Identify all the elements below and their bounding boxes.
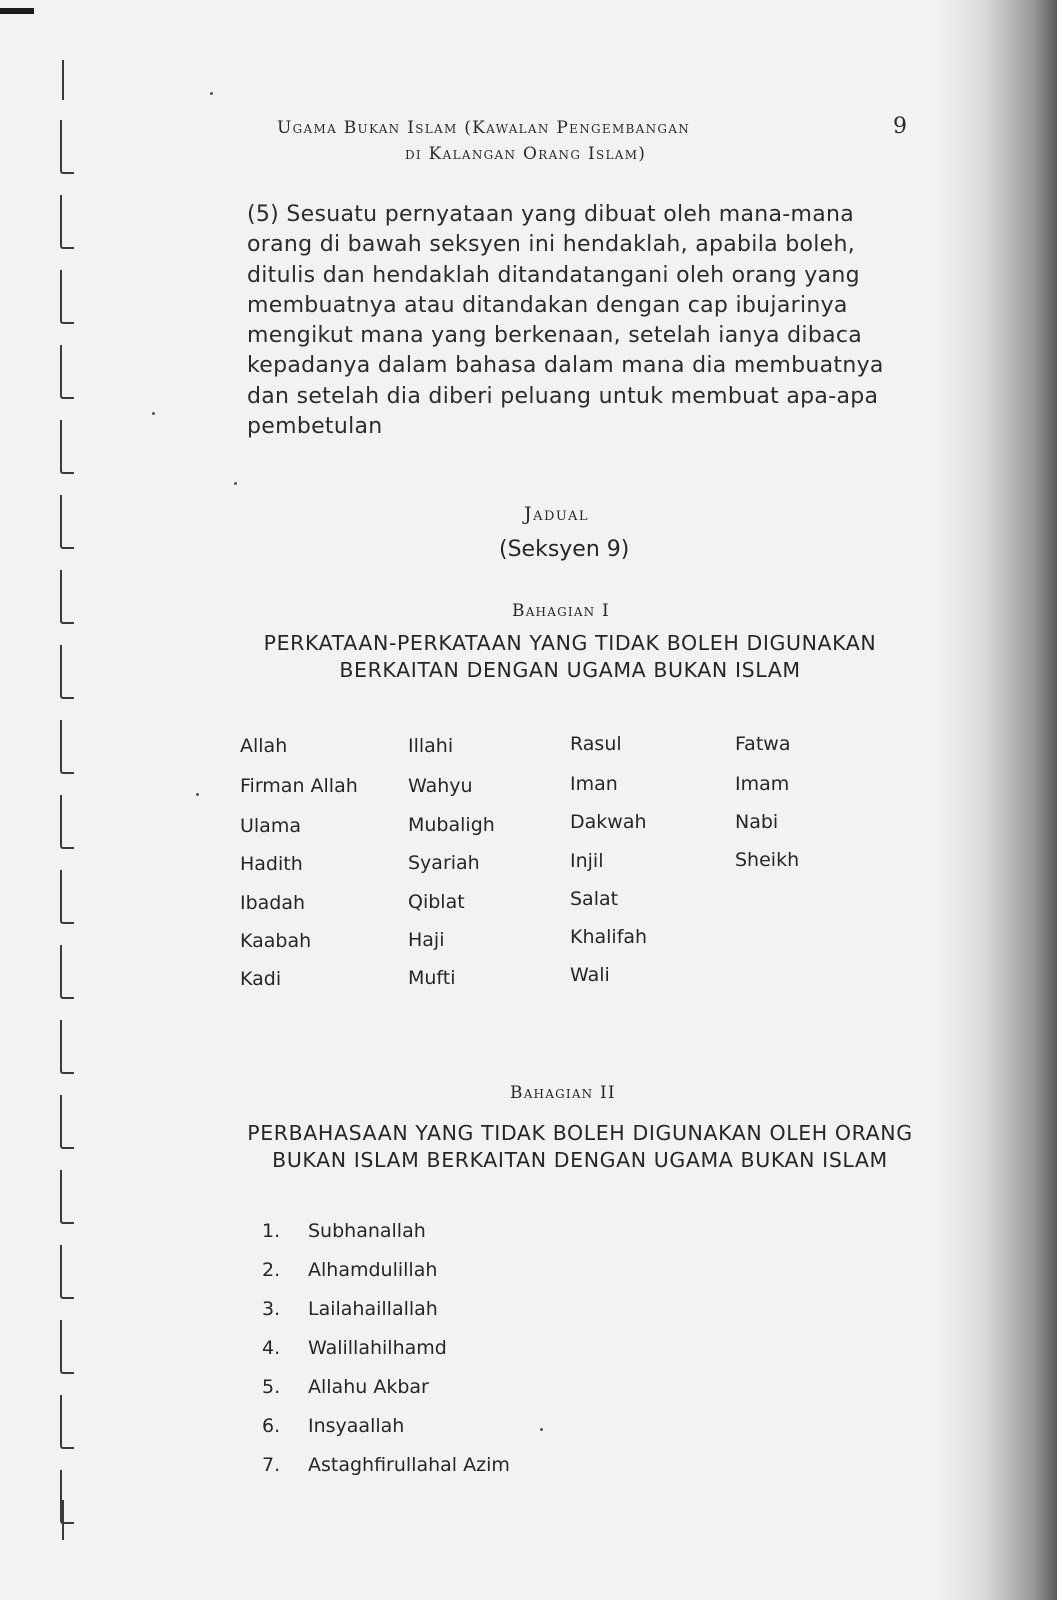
list-item [262,1220,426,1242]
word-cell: Salat [570,888,619,910]
word-cell: Ulama [240,815,301,837]
word-cell: Kaabah [240,930,312,952]
word-cell: Wahyu [408,775,473,797]
list-item-number: 6. [262,1415,281,1437]
word-cell: Fatwa [735,733,791,755]
list-item-number: 1. [262,1220,281,1242]
word-cell: Mufti [408,967,456,989]
page-curl-shadow [937,0,1057,1600]
word-cell: Allah [240,735,288,757]
list-item-text: Insyaallah [308,1415,405,1437]
list-item-number: 5. [262,1376,281,1398]
list-item-number: 4. [262,1337,281,1359]
list-item [262,1376,429,1398]
list-item [262,1415,404,1437]
list-item-text: Lailahaillallah [308,1298,438,1320]
part-1-label: Bahagian I [512,601,610,621]
list-item [262,1298,438,1320]
word-cell: Wali [570,964,610,986]
list-item-text: Walillahilhamd [308,1337,447,1359]
list-item-text: Astaghfirullahal Azim [308,1454,510,1476]
part-1-heading: PERKATAAN-PERKATAAN YANG TIDAK BOLEH DIGUNAKAN BERKAITAN DENGAN UGAMA BUKAN ISLAM [263,631,877,682]
word-cell: Dakwah [570,811,647,833]
word-cell: Sheikh [735,849,800,871]
list-item-text: Subhanallah [308,1220,426,1242]
word-cell: Ibadah [240,892,306,914]
word-cell: Hadith [240,853,303,875]
list-item [262,1259,437,1281]
scan-edge-mark [0,8,34,14]
list-item [262,1337,447,1359]
word-cell: Iman [570,773,618,795]
word-cell: Syariah [408,852,480,874]
word-cell: Nabi [735,811,779,833]
running-header [255,118,920,164]
header-line-1: Ugama Bukan Islam (Kawalan Pengembangan [277,118,691,138]
word-cell: Khalifah [570,926,648,948]
part-2-label: Bahagian II [510,1083,616,1103]
schedule-title: Jadual [524,503,590,525]
word-cell: Mubaligh [408,814,495,836]
schedule-subtitle: (Seksyen 9) [499,537,630,562]
page-number: 9 [893,114,907,139]
word-cell: Firman Allah [240,775,358,797]
word-cell: Illahi [408,735,454,757]
list-item-number: 2. [262,1259,281,1281]
list-item-text: Alhamdulillah [308,1259,438,1281]
header-line-2: di Kalangan Orang Islam) [405,144,647,164]
list-item-number: 7. [262,1454,281,1476]
word-cell: Rasul [570,733,622,755]
list-item-number: 3. [262,1298,281,1320]
word-cell: Kadi [240,968,282,990]
word-cell: Imam [735,773,790,795]
word-cell: Qiblat [408,891,465,913]
part-2-heading: PERBAHASAAN YANG TIDAK BOLEH DIGUNAKAN OLEH ORANG BUKAN ISLAM BERKAITAN DENGAN UGAMA BUKAN ISLAM [247,1121,913,1172]
section-5-paragraph: (5) Sesuatu pernyataan yang dibuat oleh mana-mana orang di bawah seksyen ini hendaklah, apabila boleh, ditulis dan hendaklah ditandatangani oleh orang yang membuatnya atau ditandakan dengan cap ibujarinya mengikut mana yang berkenaan, setelah ianya dibaca kepadanya dalam bahasa dalam mana dia membuatnya dan setelah dia diberi peluang untuk membuat apa-apa pembetulan [247,202,884,440]
word-cell: Injil [570,850,604,872]
word-cell: Haji [408,929,445,951]
list-item-text: Allahu Akbar [308,1376,429,1398]
list-item [262,1454,510,1476]
spiral-binding [52,0,92,1600]
